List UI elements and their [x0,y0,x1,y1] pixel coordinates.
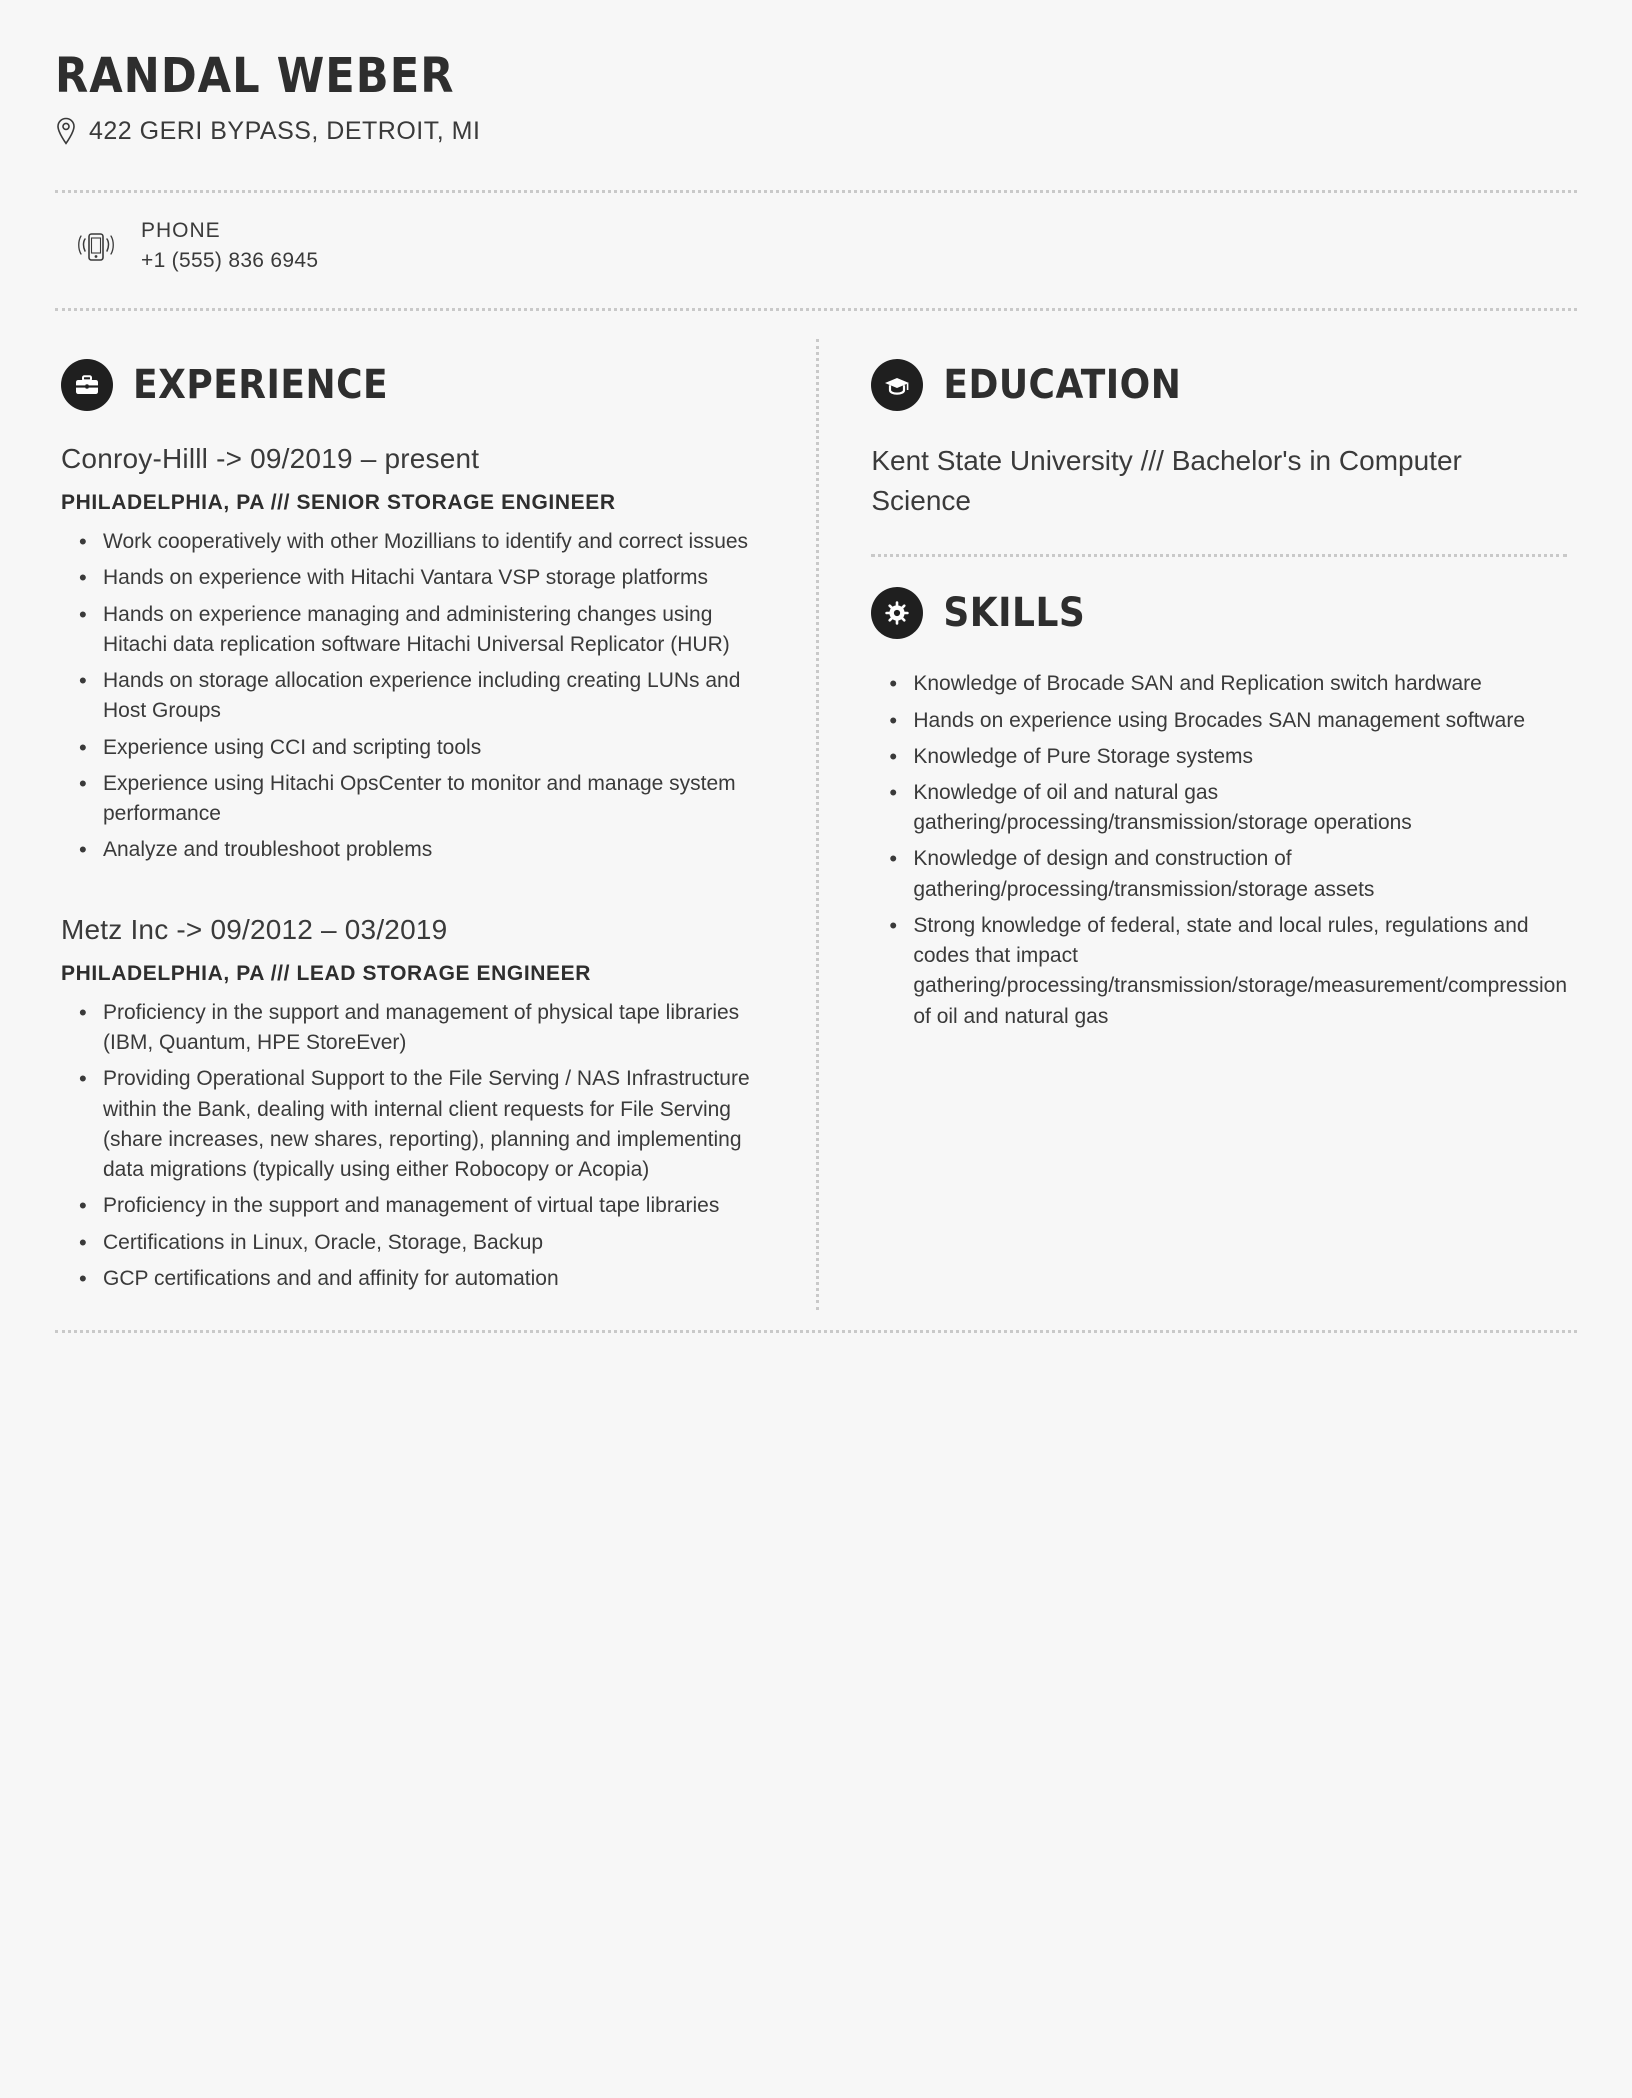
list-item: • Certifications in Linux, Oracle, Storage, Backup [103,1228,776,1258]
graduation-cap-icon [871,359,923,411]
list-item: • Experience using CCI and scripting tools [103,733,776,763]
job-subheading: PHILADELPHIA, PA /// SENIOR STORAGE ENGINEER [61,491,616,515]
divider-bottom [55,1330,1577,1333]
phone-value: +1 (555) 836 6945 [141,248,319,272]
list-item: • Knowledge of Brocade SAN and Replication switch hardware [913,669,1567,699]
briefcase-icon [61,359,113,411]
job-heading: Conroy-Hilll -> 09/2019 – present [61,442,480,474]
section-header-experience [61,359,776,411]
list-item: • Proficiency in the support and management of physical tape libraries (IBM, Quantum, HPE StoreEver) [103,998,776,1058]
phone-label: PHONE [141,218,221,242]
list-item: • Hands on experience with Hitachi Vantara VSP storage platforms [103,563,776,593]
section-header-skills [871,587,1567,639]
list-item: • Knowledge of design and construction of gathering/processing/transmission/storage assets [913,844,1567,904]
gear-icon [871,587,923,639]
list-item: • Strong knowledge of federal, state and local rules, regulations and codes that impact gathering/processing/transmission/storage/measurement/compression of oil and natural gas [913,911,1567,1032]
resume-header [55,40,1577,166]
list-item: • GCP certifications and and affinity for automation [103,1264,776,1294]
list-item: • Knowledge of Pure Storage systems [913,742,1567,772]
mobile-phone-icon [73,219,119,274]
page-title: RANDAL WEBER [55,48,455,104]
map-pin-icon [55,117,77,145]
list-item: • Analyze and troubleshoot problems [103,835,776,865]
address-row [55,117,1577,146]
section-title-experience: EXPERIENCE [133,361,389,408]
skills-list [871,669,1567,1032]
list-item: • Hands on storage allocation experience including creating LUNs and Host Groups [103,666,776,726]
divider-education-skills [871,554,1567,557]
list-item: • Knowledge of oil and natural gas gathering/processing/transmission/storage operations [913,778,1567,838]
contact-details [141,219,318,273]
section-title-education: EDUCATION [943,361,1182,408]
list-item: • Experience using Hitachi OpsCenter to monitor and manage system performance [103,769,776,829]
list-item: • Proficiency in the support and management of virtual tape libraries [103,1191,776,1221]
list-item: • Hands on experience using Brocades SAN management software [913,706,1567,736]
list-item: • Hands on experience managing and administering changes using Hitachi data replication software Hitachi Universal Replicator (HUR) [103,600,776,660]
job-bullet-list [61,527,776,865]
address-text: 422 GERI BYPASS, DETROIT, MI [89,116,481,145]
job-heading: Metz Inc -> 09/2012 – 03/2019 [61,913,448,945]
experience-entry [61,912,776,1295]
column-education-skills [819,325,1577,1330]
job-bullet-list [61,998,776,1294]
column-experience [55,325,816,1330]
experience-entry [61,441,776,866]
education-entry: Kent State University /// Bachelor's in Computer Science [871,444,1462,516]
job-subheading: PHILADELPHIA, PA /// LEAD STORAGE ENGINEER [61,961,592,985]
list-item: • Work cooperatively with other Mozillians to identify and correct issues [103,527,776,557]
list-item: • Providing Operational Support to the File Serving / NAS Infrastructure within the Bank, dealing with internal client requests for File Serving (share increases, new shares, reporting), planning and implementing data migrations (typically using either Robocopy or Acopia) [103,1064,776,1185]
section-header-education [871,359,1567,411]
section-title-skills: SKILLS [943,590,1086,637]
contact-block [55,193,1577,274]
resume-body [55,311,1577,1330]
